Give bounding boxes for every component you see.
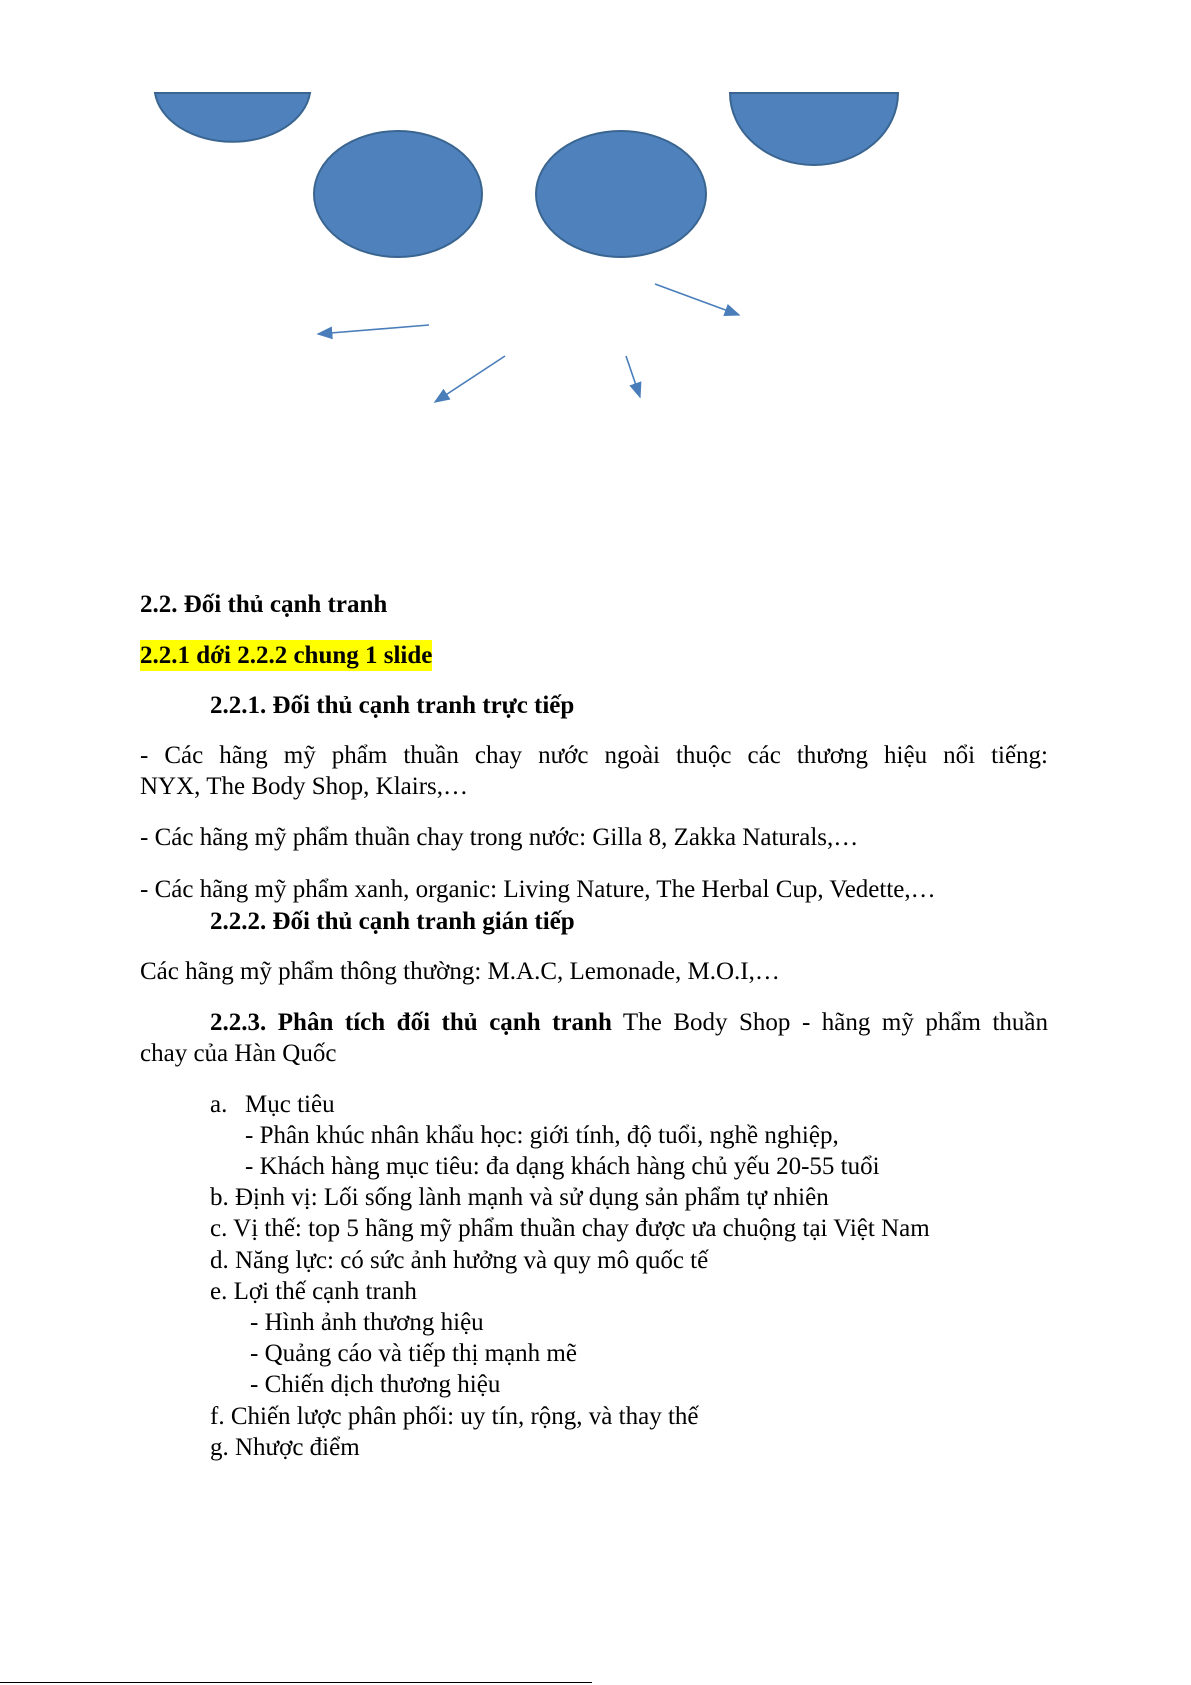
ellipse-center-right bbox=[536, 131, 706, 257]
analysis-heading-line-1 bbox=[210, 1007, 1048, 1038]
arrow-right bbox=[655, 284, 739, 315]
item-f: f. Chiến lược phân phối: uy tín, rộng, và thay thế bbox=[210, 1403, 699, 1430]
direct-competitors-heading: 2.2.1. Đối thủ cạnh tranh trực tiếp bbox=[210, 692, 575, 719]
analysis-heading: 2.2.3. Phân tích đối thủ cạnh tranh bbox=[210, 1009, 612, 1036]
highlight-note: 2.2.1 dới 2.2.2 chung 1 slide bbox=[140, 642, 433, 669]
item-b: b. Định vị: Lối sống lành mạnh và sử dụng sản phẩm tự nhiên bbox=[210, 1184, 829, 1211]
item-e-sub-2: - Quảng cáo và tiếp thị mạnh mẽ bbox=[250, 1340, 577, 1367]
analysis-heading-line-2: chay của Hàn Quốc bbox=[140, 1040, 337, 1067]
diagram bbox=[0, 0, 1191, 440]
item-e-sub-3: - Chiến dịch thương hiệu bbox=[250, 1371, 501, 1398]
circle-top-right-partial bbox=[730, 93, 898, 165]
item-a-sub-1: - Phân khúc nhân khẩu học: giới tính, độ tuổi, nghề nghiệp, bbox=[245, 1122, 839, 1149]
footer-line bbox=[0, 1682, 592, 1683]
circle-top-left-partial bbox=[155, 93, 310, 142]
item-e: e. Lợi thế cạnh tranh bbox=[210, 1278, 417, 1305]
item-g: g. Nhược điểm bbox=[210, 1434, 360, 1461]
item-a-sub-2: - Khách hàng mục tiêu: đa dạng khách hàng chủ yếu 20-55 tuổi bbox=[245, 1153, 880, 1180]
item-e-sub-1: - Hình ảnh thương hiệu bbox=[250, 1309, 484, 1336]
section-heading: 2.2. Đối thủ cạnh tranh bbox=[140, 591, 388, 618]
item-a-marker: a. bbox=[210, 1091, 228, 1118]
direct-item-1-line-1: - Các hãng mỹ phẩm thuần chay nước ngoài thuộc các thương hiệu nổi tiếng: bbox=[140, 742, 1048, 769]
arrow-lower-left bbox=[435, 356, 505, 402]
item-d: d. Năng lực: có sức ảnh hưởng và quy mô quốc tế bbox=[210, 1247, 709, 1274]
item-c: c. Vị thế: top 5 hãng mỹ phẩm thuần chay được ưa chuộng tại Việt Nam bbox=[210, 1215, 930, 1242]
ellipse-center-left bbox=[314, 131, 482, 257]
direct-item-1-line-2: NYX, The Body Shop, Klairs,… bbox=[140, 773, 469, 800]
direct-item-2: - Các hãng mỹ phẩm thuần chay trong nước: Gilla 8, Zakka Naturals,… bbox=[140, 824, 859, 851]
indirect-competitors-heading: 2.2.2. Đối thủ cạnh tranh gián tiếp bbox=[210, 908, 575, 935]
arrow-left bbox=[318, 325, 429, 334]
item-a-label: Mục tiêu bbox=[245, 1091, 335, 1118]
direct-item-3: - Các hãng mỹ phẩm xanh, organic: Living Nature, The Herbal Cup, Vedette,… bbox=[140, 876, 936, 903]
indirect-text: Các hãng mỹ phẩm thông thường: M.A.C, Lemonade, M.O.I,… bbox=[140, 958, 780, 985]
arrow-down bbox=[626, 356, 640, 397]
analysis-heading-rest: The Body Shop - hãng mỹ phẩm thuần bbox=[611, 1009, 1048, 1036]
